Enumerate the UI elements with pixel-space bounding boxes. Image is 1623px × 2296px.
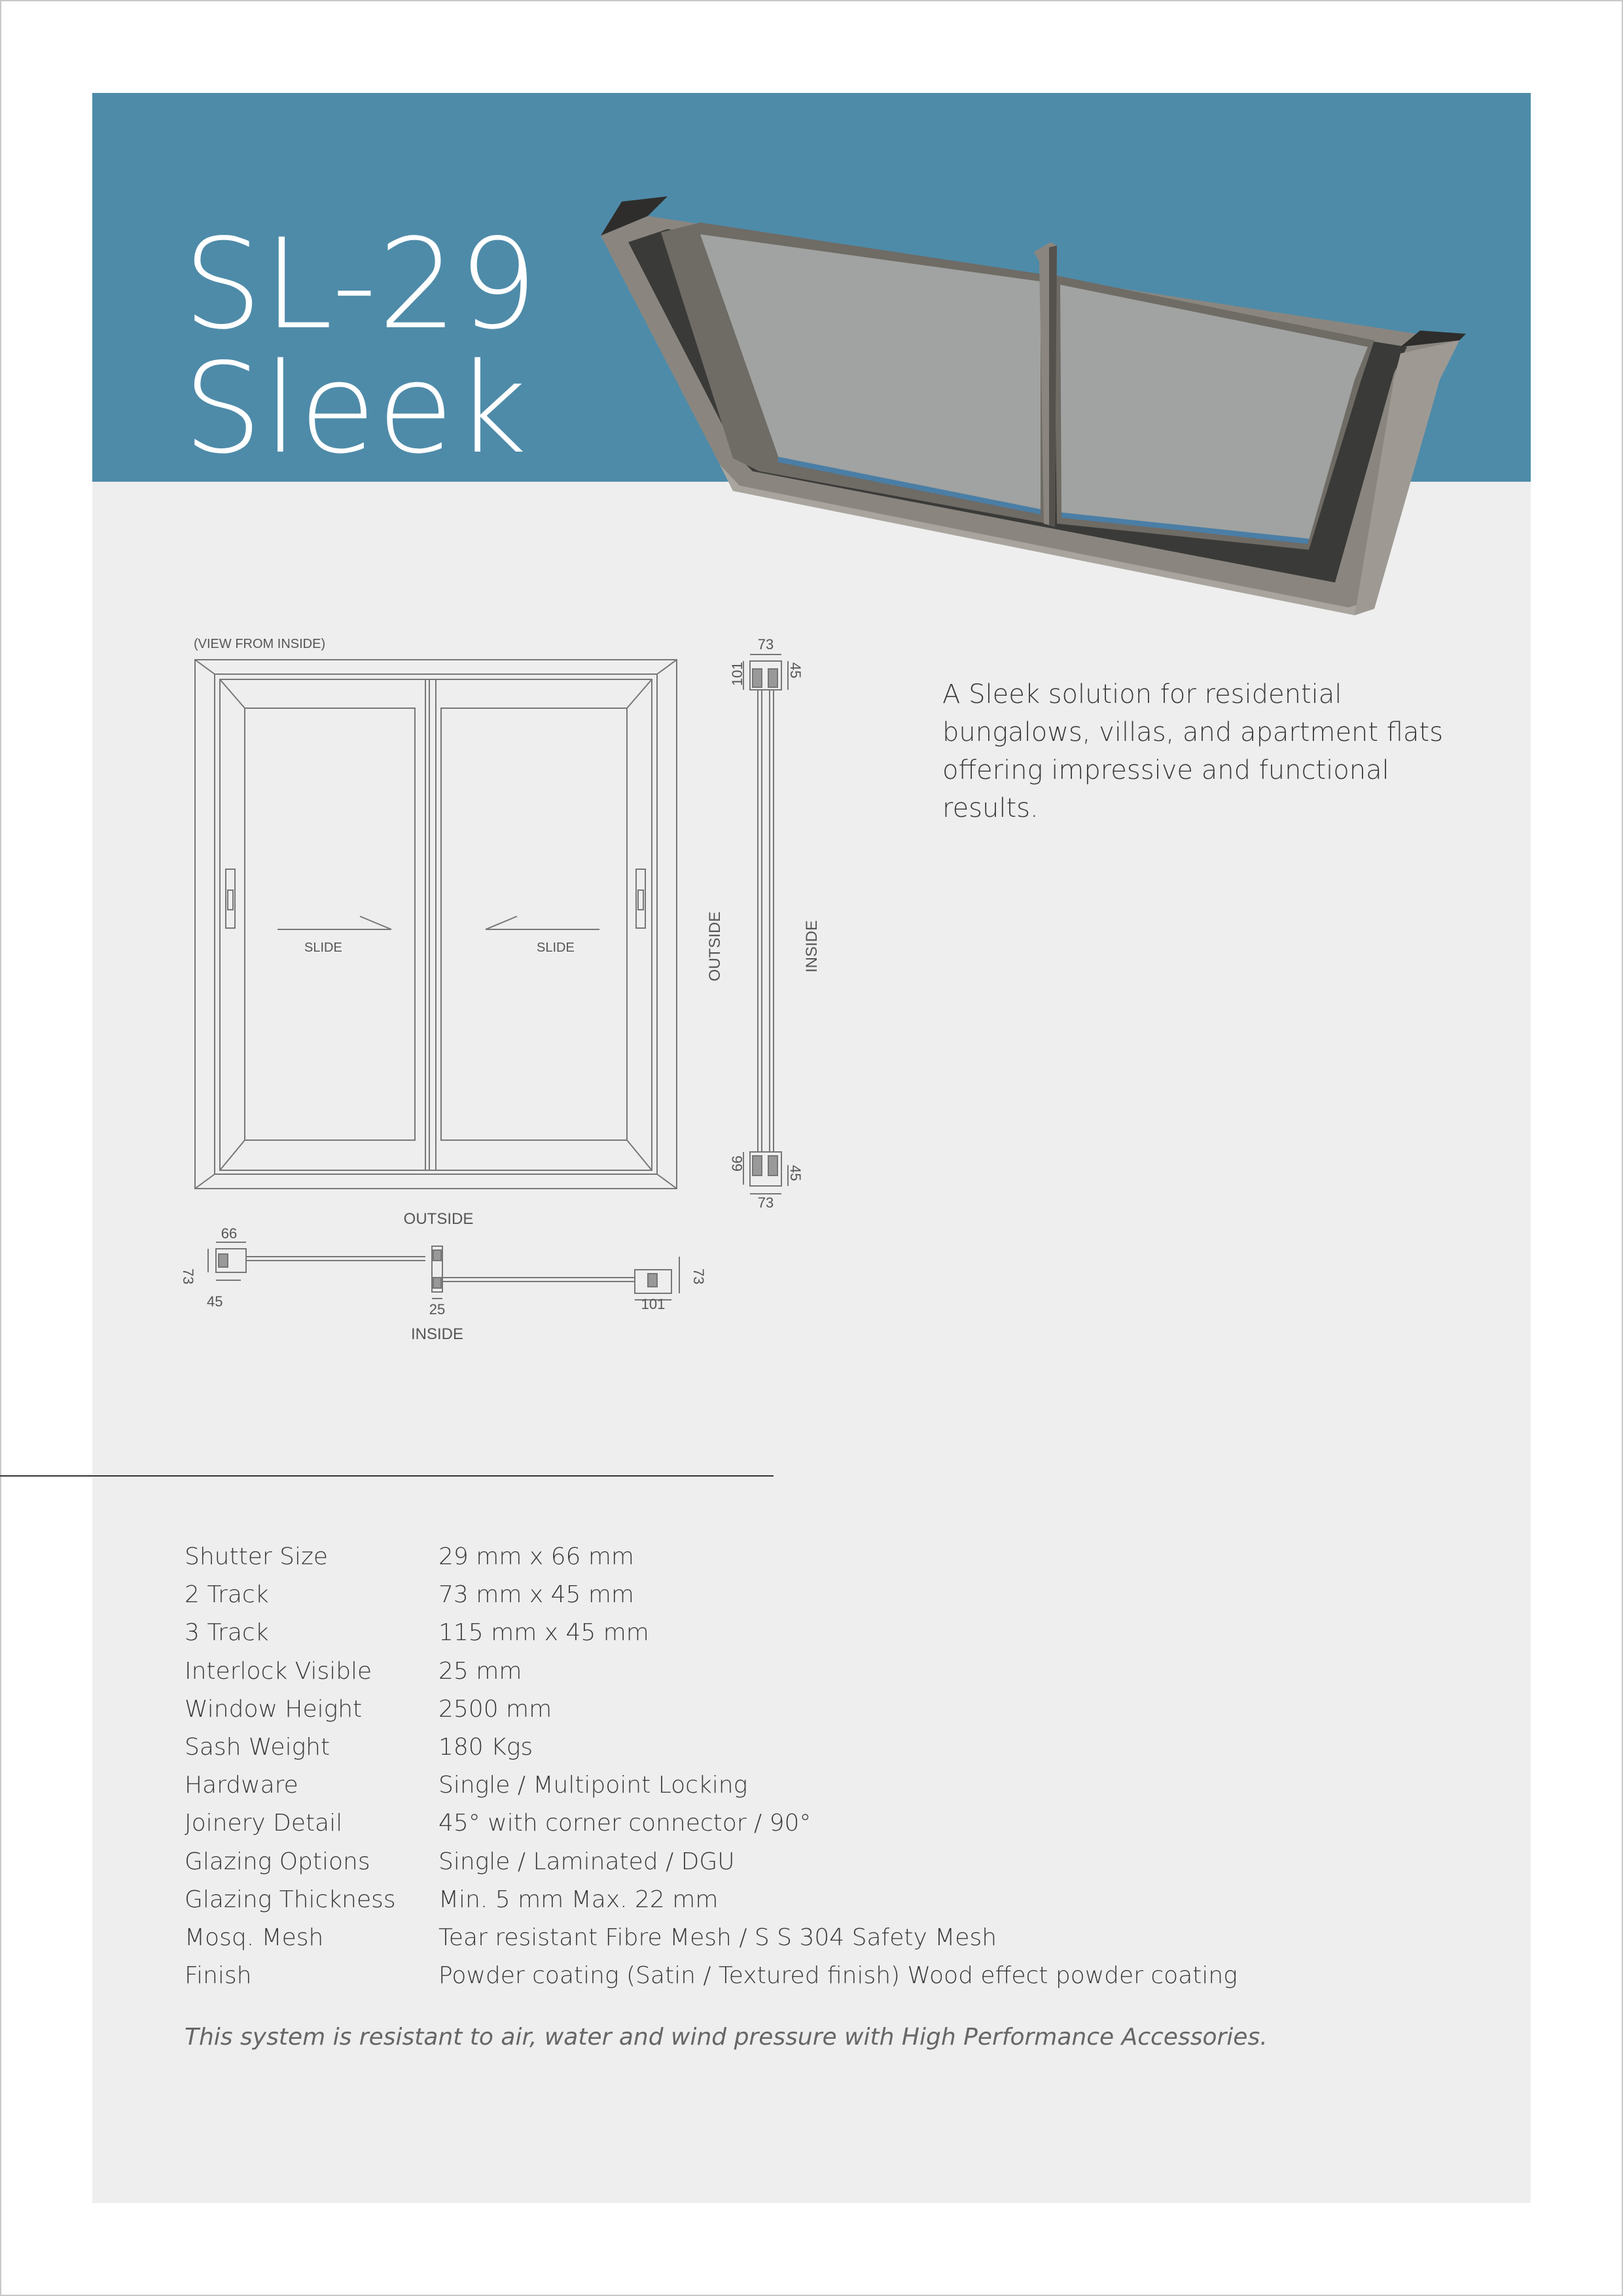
dim-top-right: 45	[787, 662, 804, 679]
spec-value: 45° with corner connector / 90°	[438, 1810, 812, 1837]
mitre-tr	[657, 660, 677, 674]
sash-left	[220, 679, 429, 1170]
spec-row	[185, 1538, 1428, 1576]
section-divider	[0, 1475, 774, 1477]
dim-top-height: 101	[729, 662, 745, 686]
technical-drawing	[164, 628, 844, 1348]
mitre-tl	[195, 660, 215, 674]
dim-bottom-right: 45	[787, 1165, 804, 1181]
slide-label-left: SLIDE	[304, 941, 342, 955]
plan-outside-label: OUTSIDE	[403, 1210, 474, 1228]
spec-value: Tear resistant Fibre Mesh / S S 304 Safety Mesh	[438, 1924, 997, 1951]
product-title	[183, 212, 539, 481]
spec-label: 2 Track	[185, 1581, 269, 1609]
spec-label: Sash Weight	[185, 1733, 330, 1761]
section-inside-label: INSIDE	[803, 920, 821, 973]
dim-plan-45: 45	[207, 1293, 223, 1310]
spec-value: Single / Laminated / DGU	[438, 1848, 735, 1875]
dim-plan-25: 25	[429, 1301, 446, 1318]
spec-label: Window Height	[185, 1695, 363, 1723]
dim-plan-73-right: 73	[690, 1268, 707, 1285]
spec-row	[185, 1653, 1428, 1691]
spec-label: Interlock Visible	[185, 1657, 372, 1685]
sash-right-glass	[441, 708, 627, 1140]
dim-bottom-width: 73	[757, 1194, 774, 1211]
plan-inside-label: INSIDE	[410, 1325, 464, 1343]
spec-row	[185, 1804, 1428, 1842]
dim-plan-101: 101	[641, 1296, 666, 1312]
spec-row	[185, 1843, 1428, 1881]
spec-row	[185, 1767, 1428, 1804]
spec-row	[185, 1729, 1428, 1767]
spec-value: Powder coating (Satin / Textured finish) Wood effect powder coating	[438, 1962, 1238, 1990]
dim-bottom-left: 66	[729, 1155, 745, 1172]
view-label: (VIEW FROM INSIDE)	[194, 637, 326, 651]
spec-label: Joinery Detail	[185, 1810, 343, 1837]
spec-row	[185, 1614, 1428, 1652]
spec-row	[185, 1881, 1428, 1919]
spec-label: Hardware	[185, 1772, 298, 1799]
dim-top-width: 73	[757, 636, 774, 653]
mitre-br	[657, 1174, 677, 1189]
spec-value: 73 mm x 45 mm	[438, 1581, 634, 1609]
sash-left-glass	[245, 708, 415, 1140]
dim-plan-73-left: 73	[180, 1268, 196, 1285]
spec-label: Mosq. Mesh	[185, 1924, 324, 1951]
product-description: A Sleek solution for residential bungalows, villas, and apartment flats offering impressive and functional results.	[942, 679, 1444, 823]
spec-row	[185, 1919, 1428, 1957]
spec-value: 2500 mm	[438, 1695, 552, 1723]
specifications-table	[185, 1538, 1428, 1995]
window-render-image	[589, 183, 1479, 628]
spec-row	[185, 1957, 1428, 1995]
sash-right	[425, 679, 652, 1170]
spec-row	[185, 1576, 1428, 1614]
title-line-1: SL-29	[183, 212, 539, 357]
dim-plan-66: 66	[221, 1225, 238, 1242]
spec-value: 29 mm x 66 mm	[438, 1543, 634, 1570]
spec-label: Shutter Size	[185, 1543, 329, 1570]
slide-label-right: SLIDE	[537, 941, 575, 955]
spec-value: Min. 5 mm Max. 22 mm	[438, 1886, 719, 1913]
title-line-2: Sleek	[183, 336, 529, 481]
spec-row	[185, 1691, 1428, 1729]
spec-value: 115 mm x 45 mm	[438, 1619, 649, 1647]
spec-label: Finish	[185, 1962, 252, 1990]
spec-label: Glazing Options	[185, 1848, 370, 1875]
mitre-bl	[195, 1174, 215, 1189]
performance-note: This system is resistant to air, water and wind pressure with High Performance Accessories.	[185, 2024, 1268, 2051]
spec-value: 25 mm	[438, 1657, 522, 1685]
spec-label: Glazing Thickness	[185, 1886, 396, 1913]
section-outside-label: OUTSIDE	[706, 911, 724, 982]
spec-value: Single / Multipoint Locking	[438, 1772, 748, 1799]
spec-label: 3 Track	[185, 1619, 269, 1647]
spec-value: 180 Kgs	[438, 1733, 533, 1761]
